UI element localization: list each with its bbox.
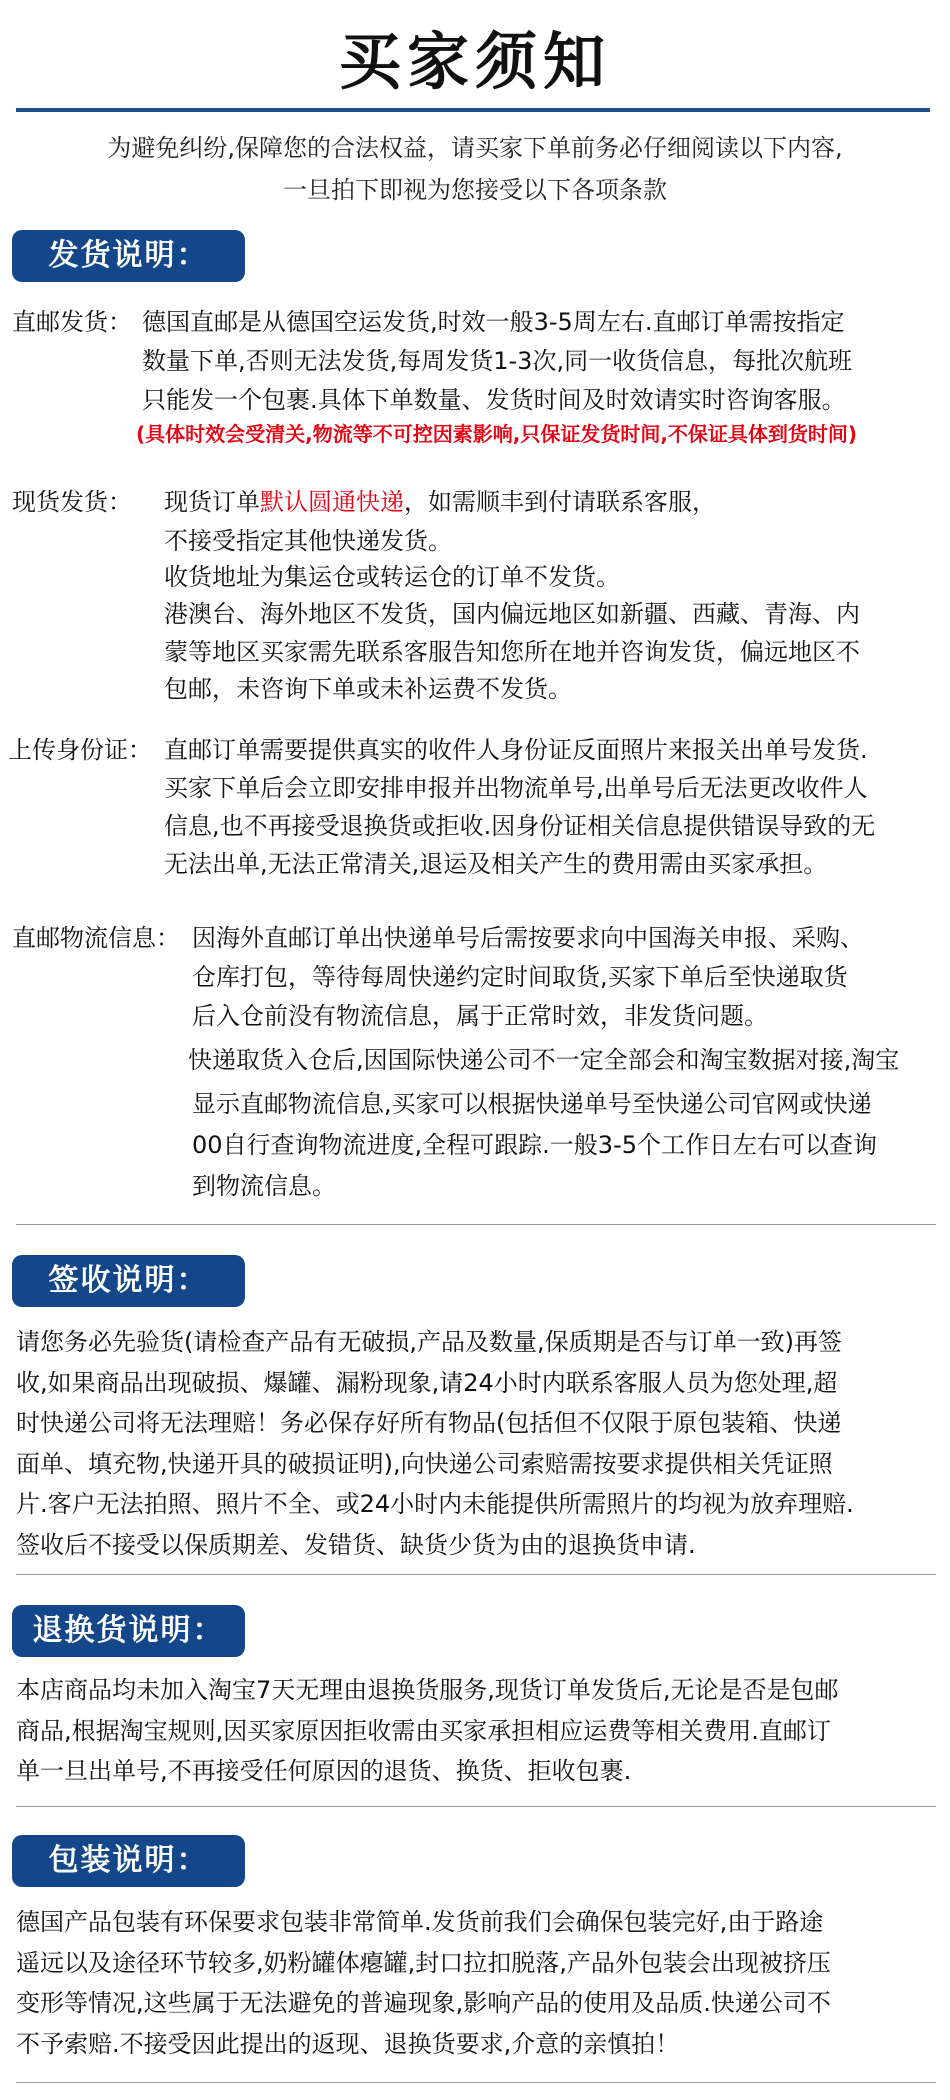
returns-paragraph bbox=[16, 1670, 936, 1792]
spot-shipping-line: 港澳台、海外地区不发货，国内偏远地区如新疆、西藏、青海、内 bbox=[164, 600, 860, 628]
spot-shipping-line: 不接受指定其他快递发货。 bbox=[164, 527, 452, 555]
direct-shipping-line: 德国直邮是从德国空运发货,时效一般3-5周左右.直邮订单需按指定 bbox=[142, 308, 845, 336]
packaging-line: 德国产品包装有环保要求包装非常简单.发货前我们会确保包装完好,由于路途 bbox=[16, 1908, 824, 1936]
spot-shipping-label: 现货发货： bbox=[12, 488, 132, 516]
id-upload-label: 上传身份证： bbox=[8, 736, 152, 764]
id-upload-line: 信息,也不再接受退换货或拒收.因身份证相关信息提供错误导致的无 bbox=[164, 812, 876, 840]
section-divider bbox=[16, 1806, 936, 1807]
receipt-line: 时快递公司将无法理赔！务必保存好所有物品(包括但不仅限于原包装箱、快递 bbox=[16, 1409, 842, 1437]
packaging-line: 遥远以及途径环节较多,奶粉罐体瘪罐,封口拉扣脱落,产品外包装会出现被挤压 bbox=[16, 1948, 831, 1977]
logistics-info-line: 因海外直邮订单出快递单号后需按要求向中国海关申报、采购、 bbox=[192, 924, 864, 952]
logistics-info-line: 仓库打包，等待每周快递约定时间取货,买家下单后至快递取货 bbox=[192, 963, 848, 991]
receipt-line: 请您务必先验货(请检查产品有无破损,产品及数量,保质期是否与订单一致)再签 bbox=[16, 1328, 842, 1356]
packaging-paragraph bbox=[16, 1902, 936, 2064]
returns-line: 本店商品均未加入淘宝7天无理由退换货服务,现货订单发货后,无论是否是包邮 bbox=[16, 1676, 839, 1704]
spot-shipping-line-1 bbox=[164, 482, 716, 517]
spot-shipping-line: 收货地址为集运仓或转运仓的订单不发货。 bbox=[164, 563, 620, 591]
packaging-section-header: 包装说明： bbox=[12, 1835, 245, 1887]
logistics-info-line: 显示直邮物流信息,买家可以根据快递单号至快递公司官网或快递 bbox=[192, 1090, 872, 1118]
logistics-info-line: 后入仓前没有物流信息，属于正常时效，非发货问题。 bbox=[192, 1002, 768, 1030]
direct-shipping-label: 直邮发货： bbox=[12, 308, 132, 336]
receipt-line: 面单、填充物,快递开具的破损证明),向快递公司索赔需按要求提供相关凭证照 bbox=[16, 1449, 833, 1478]
title-divider bbox=[16, 108, 930, 112]
returns-section-header: 退换货说明： bbox=[12, 1605, 245, 1657]
receipt-line: 签收后不接受以保质期差、发错货、缺货少货为由的退换货申请. bbox=[16, 1530, 696, 1559]
returns-line: 商品,根据淘宝规则,因买家原因拒收需由买家承担相应运费等相关费用.直邮订 bbox=[16, 1716, 831, 1745]
packaging-line: 不予索赔.不接受因此提出的返现、退换货要求,介意的亲慎拍！ bbox=[16, 2029, 680, 2058]
direct-shipping-note: (具体时效会受清关,物流等不可控因素影响,只保证发货时间,不保证具体到货时间) bbox=[136, 422, 858, 446]
receipt-line: 片.客户无法拍照、照片不全、或24小时内未能提供所需照片的均视为放弃理赔. bbox=[16, 1490, 854, 1518]
logistics-info-label: 直邮物流信息： bbox=[12, 924, 180, 952]
packaging-line: 变形等情况,这些属于无法避免的普遍现象,影响产品的使用及品质.快递公司不 bbox=[16, 1989, 831, 2017]
id-upload-line: 买家下单后会立即安排申报并出物流单号,出单号后无法更改收件人 bbox=[164, 774, 868, 802]
logistics-info-line: 00自行查询物流进度,全程可跟踪.一般3-5个工作日左右可以查询 bbox=[192, 1131, 877, 1159]
spot-shipping-line: 包邮，未咨询下单或未补运费不发货。 bbox=[164, 675, 572, 703]
receipt-section-header: 签收说明： bbox=[12, 1255, 245, 1307]
section-divider bbox=[16, 1574, 936, 1575]
logistics-info-line: 快递取货入仓后,因国际快递公司不一定全部会和淘宝数据对接,淘宝 bbox=[188, 1046, 900, 1074]
receipt-line: 收,如果商品出现破损、爆罐、漏粉现象,请24小时内联系客服人员为您处理,超 bbox=[16, 1368, 838, 1397]
section-divider bbox=[16, 1224, 936, 1225]
intro-line-2: 一旦拍下即视为您接受以下各项条款 bbox=[283, 176, 667, 204]
shipping-section-header: 发货说明： bbox=[12, 230, 245, 282]
returns-line: 单一旦出单号,不再接受任何原因的退货、换货、拒收包裹. bbox=[16, 1757, 632, 1785]
direct-shipping-line: 只能发一个包裹.具体下单数量、发货时间及时效请实时咨询客服。 bbox=[142, 386, 846, 414]
logistics-info-line: 到物流信息。 bbox=[192, 1172, 336, 1200]
spot-shipping-prefix: 现货订单 bbox=[164, 488, 260, 516]
intro-line-1: 为避免纠纷,保障您的合法权益，请买家下单前务必仔细阅读以下内容, bbox=[107, 134, 843, 162]
default-courier-highlight: 默认圆通快递 bbox=[260, 488, 404, 516]
spot-shipping-suffix: ，如需顺丰到付请联系客服， bbox=[404, 488, 716, 516]
id-upload-line: 无法出单,无法正常清关,退运及相关产生的费用需由买家承担。 bbox=[164, 850, 828, 878]
id-upload-line: 直邮订单需要提供真实的收件人身份证反面照片来报关出单号发货. bbox=[164, 736, 868, 764]
spot-shipping-line: 蒙等地区买家需先联系客服告知您所在地并咨询发货，偏远地区不 bbox=[164, 638, 860, 666]
direct-shipping-line: 数量下单,否则无法发货,每周发货1-3次,同一收货信息，每批次航班 bbox=[142, 347, 853, 375]
page-title: 买家须知 bbox=[338, 25, 611, 98]
section-divider bbox=[16, 2082, 936, 2083]
receipt-paragraph bbox=[16, 1322, 936, 1565]
